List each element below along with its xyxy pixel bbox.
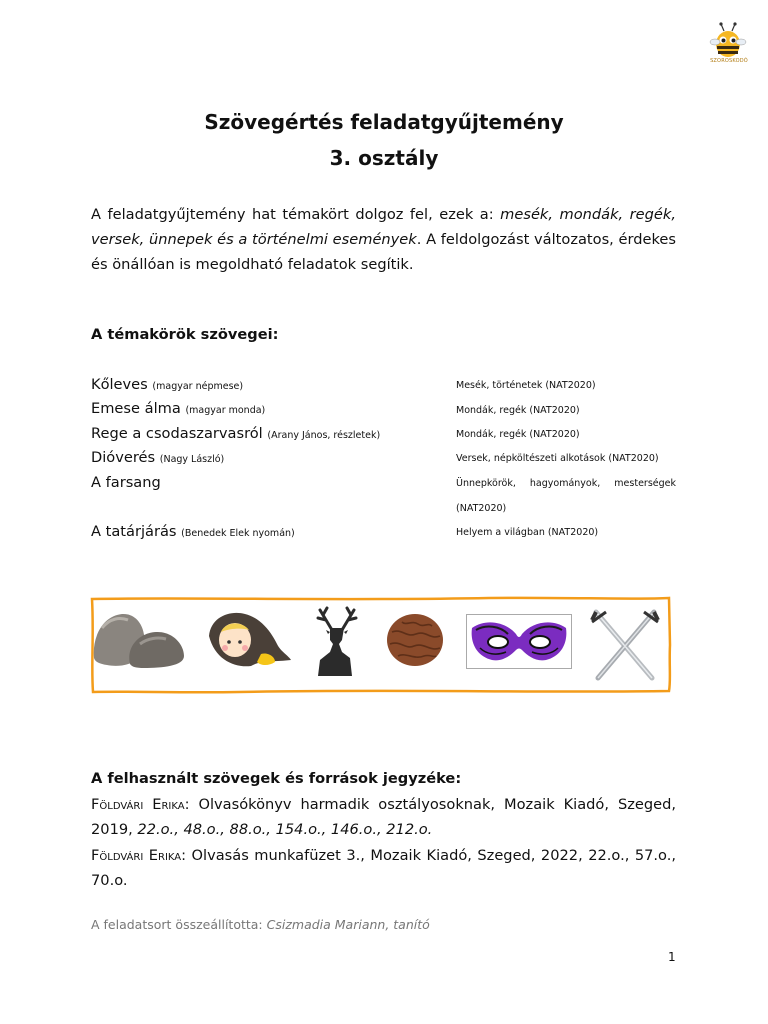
source-entry: Földvári Erika: Olvasás munkafüzet 3., Mozaik Kiadó, Szeged, 2022, 22.o., 57.o., 70.o.	[91, 847, 676, 889]
carnival-mask-icon	[466, 614, 572, 669]
topic-title: Emese álma (magyar monda)	[91, 400, 266, 417]
topic-title: Kőleves (magyar népmese)	[91, 376, 244, 393]
walnut-icon	[384, 612, 446, 668]
bee-logo-icon	[702, 20, 754, 72]
topic-category: Versek, népköltészeti alkotások (NAT2020)	[456, 453, 659, 464]
author-credit: A feladatsort összeállította: Csizmadia Mariann, tanító	[91, 917, 430, 932]
document-title: Szövegértés feladatgyűjtemény	[204, 110, 564, 134]
topic-category: Mesék, történetek (NAT2020)	[456, 380, 596, 391]
deer-silhouette-icon	[312, 606, 362, 676]
topic-category: Helyem a világban (NAT2020)	[456, 527, 599, 538]
topic-title: A farsang	[91, 474, 161, 491]
page-number: 1	[668, 950, 676, 964]
stones-icon	[92, 608, 186, 668]
topic-title: Dióverés (Nagy László)	[91, 449, 225, 466]
topic-category: Mondák, regék (NAT2020)	[456, 429, 580, 440]
sources-heading: A felhasznált szövegek és források jegyzéke:	[91, 770, 462, 787]
topic-category: Mondák, regék (NAT2020)	[456, 405, 580, 416]
topic-title: A tatárjárás (Benedek Elek nyomán)	[91, 523, 295, 540]
intro-topics: mesék, mondák, regék, versek, ünnepek és a történelmi események	[91, 206, 676, 248]
topics-heading: A témakörök szövegei:	[91, 326, 279, 343]
document-subtitle: 3. osztály	[329, 146, 439, 170]
intro-paragraph: A feladatgyűjtemény hat témakört dolgoz fel, ezek a: mesék, mondák, regék, versek, ünnepek és a történelmi események. A feldolgozást változatos, érdekes és önállóan is megoldható feladatok segítik.	[91, 206, 676, 273]
logo-text: SZOROSKODÓ	[710, 58, 748, 64]
topic-title: Rege a csodaszarvasról (Arany János, részletek)	[91, 425, 381, 442]
crossed-swords-icon	[588, 606, 662, 684]
topic-category: Ünnepkörök, hagyományok, mesterségek (NAT2020)	[456, 478, 676, 514]
girl-icon	[205, 610, 293, 668]
source-entry: Földvári Erika: Olvasókönyv harmadik osztályosoknak, Mozaik Kiadó, Szeged, 2019, 22.o., 48.o., 88.o., 154.o., 146.o., 212.o.	[91, 796, 677, 838]
